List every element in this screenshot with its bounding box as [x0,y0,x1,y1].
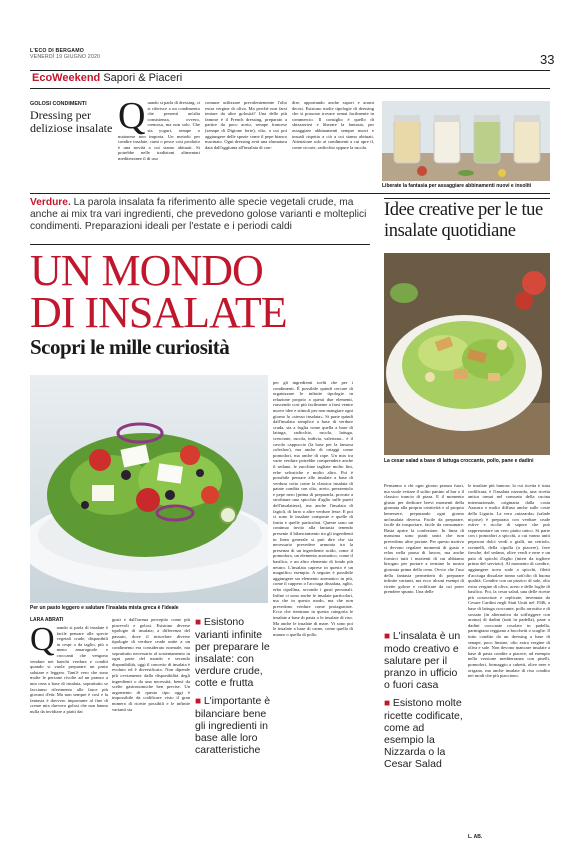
pullquote-marker: ■ [384,631,393,642]
greek-salad-image [30,375,268,603]
drop-cap: Q [118,100,146,137]
main-subtitle: Scopri le mille curiosità [30,335,230,359]
issue-date: VENERDÌ 19 GIUGNO 2020 [30,54,101,60]
article-col-1: Quando si parla di dressing, ci si riferisce a un condimento che presenti un'alta consistenza, ovvero, cremosa, ma non solo. Che sia yogurt, senape o maionese non importa. Un metodo per condire insalate, carni o pesce cosi prodotto è una novità a cui siamo abituati. Si potrebbe nelle tradizioni alimentari mediterranee il di uso [118,100,200,161]
greek-salad-caption: Per un pasto leggero e salutare l'insalata mista greca è l'ideale [30,605,179,611]
jars-caption: Liberate la fantasia per assaggiare abbinamenti nuovi e insoliti [382,183,532,189]
article-separator [30,193,550,194]
side-top-rule [384,198,550,199]
pullquote-b [384,630,464,770]
pullquote-a [195,616,271,756]
pullquote-marker: ■ [384,698,393,709]
intro-standfirst: Verdure. La parola insalata fa riferimento alle specie vegetali crude, ma anche ai mix tra vari ingredienti, che prevedono golose varianti e molteplici condimenti. Preparazioni ideali per l'estate e i periodi caldi [30,197,367,232]
main-title [30,246,370,337]
page-number: 33 [540,52,555,67]
pullquote-a-1: ■ Esistono varianti infinite per preparare le insalate: con verdure crude, cotte e frutta [195,616,270,689]
intro-lead: Verdure. [30,197,71,208]
dressing-jars-image [382,101,550,181]
dressing-jars-photo [382,101,550,181]
brand-section: Sapori & Piaceri [103,72,183,84]
title-line-1: UN MONDO [30,246,263,295]
header-rule [30,88,550,89]
main-col-5: Pensiamo a chi ogni giorno pranza fuori, ma vuole evitare il solito panino al bar o il classico trancio di pizza. E il momento giusto per dedicare brevi momenti della giornata alla propria creatività e al proprio benessere, preparando ogni giorno un'insalata diversa. Facile da preparare, facile da trasportare, facile da consumare. Basta aprire la confezione. In linea di massima sono piatti unici che non prevedono altre portate. Per questo motivo ci devono regalare momenti di gusto e relax nella pausa di lavoro, ma anche fornirci tutti i nutrienti di cui abbiamo bisogno per portare a termine la nostra giornata prima della cena. Ovvio che l'uso della fantasia permetterà di preparare infinite varianti, ma ecco alcuni esempi di ricette golose e codificate da cui poter prendere spunto. Una delle [384,483,464,595]
article-kicker: GOLOSI CONDIMENTI [30,101,87,107]
main-col-1: Quando si parla di insalate è facile pensare alle specie vegetali crude, disponibili in cespi o da taglio, più o meno amarognole e croccanti che vengono vendute nei banchi verdura e conditi quando si vuole preparare un pasto salutare e leggero. Tant'è vero che sono molte le persone rivolte ad un pranzo a una cena a base di insalata, soprattutto se facciamo riferimento alle fasce più giovani d'età. Ma non sempre è così e la fantasia è davvero importante al fine di creare mix davvero golosi che non hanno nulla da invidiare a piatti dai [30,625,108,714]
article-headline: Dressing per deliziose insalate [30,108,113,135]
brand-ecoweekend: EcoWeekend [32,72,101,84]
main-col-6: le insalate più famose, la cui ricetta è stata codificata, è l'insalata nizzarda, una ricetta antica ormai nel consueto della cucina internazionale, originaria dalla costa Azzurra e molto diffusa anche sulle coste della Liguria. La vera «nizzarda» (salade niçoise) è preparata con verdure crude estive e ricche di sapore che può rappresentare un vero piatto unico. Si parte con i pomodori a spicchi, a cui vanno uniti peperoni dolci verdi o gialli, un cetriolo, ravanelli, della cipolla (a piacere), fave fresche, del sedano, olive verdi e nere e un paio di spicchi d'aglio (interi da togliere prima del servizio). Al momento di condire, aggiungere uova sode a spicchi, filetti d'acciuga dissalate tonno sott'olio di buona qualità. Condire con un pizzico di sale, olio extra vergine di oliva, aceto e delle foglie di basilico. Poi, la cesar salad, una delle ricette più conosciute e replicate, inventata da Cesare Cardini negli Stati Uniti nel 1946, a base di lattuga croccante, pollo arrostito e di sossato (in alternativa da soffriggere con aroma) di dadini (tutti in padella), pane a dadini croccante rosolato in padella, parmigiano reggiano a bocchetti o scaglie. Il tutto condito da un dressing a base di senape, poco limone, olio extra vergine di oliva e sale. Non devono mancare insalate a base di pasta condite a piacere, ad esempio nella versione mediterranea con piselli, pomodori, formaggio a cubetti, olive nere e origano, ma anche insalate di riso condito nei modi che più piacciono. [468,483,550,679]
side-headline: Idee creative per le tue insalate quotidiane [384,200,543,241]
caesar-salad-photo [384,253,550,455]
byline: LARA ABRATI [30,617,64,623]
newspaper-name: L'ECO DI BERGAMO [30,48,85,54]
main-col-3: per gli ingredienti scelti che per i condimenti. È possibile quindi cercare di organizzare le infinite tipologie in relazione proprio a questi due elementi, riuscendo così più facilmente a farsi venire nuove idee e stimoli per non mangiare ogni giorno lo «stesso insalata». Si parte quindi dall'insalata semplice a base di verdure cruda, sia a foglia come quella a base di lattuga, radicchio, rucola, lattuga, crescione, rucola, indivia, valeriana... è il cavolo cappuccio (la base per la famosa coleslaw), ma anche di ortaggi come pomodori, ma anche di rape. Un mix tra varie verdure potrebbe comprendere anche il sedano, le zucchine tagliate molto fini, erbe selvatiche e molto altro. Poi è possibile pensare alle insalate a base di verdura cotta come la classica insalata di patate condita con olio, aceto, prezzemolo e pepe nero (prima di prepararla, provate a strofinare uno spicchio d'aglio sulle pareti dell'insalatiera), ma anche l'insalata di fagioli, di farro o altre verdure lesse. E poi ci sono le insalate composte e quelle di frutta e quelle particolari. Queste sono un continuo invito alla fantasia tenendo presente il bilanciamento tra gli ingredienti in linea generale si può dire che sia necessario prevedere armonia tra la presenza di un ingrediente acido, come il pomodoro, un elemento aromatico, come il basilico, e un altro elemento di fondo più neutro. L'insalata caprese in questo è un magnifico esempio. A seguire è possibile aggiungere un elemento aromatico in più, come il cappero o l'acciuga dissalata, aglio, erba cipollina, secondo i gusti personali. Infine ci sono anche le insalate particolari, ma che in questo modo, ma che non prevedono verdure come protagoniste. Ecco che rientrano in questa categoria le insalate a base di pasta o le insalate di riso. Ma anche le insalate di mare. Vi sono poi le insalate a base di carne, come quella di manzo o quella di pollo. [273,380,353,637]
caesar-salad-caption: La cesar salad a base di lattuga croccante, pollo, pane e dadini [384,458,534,464]
greek-salad-photo [30,375,268,603]
main-col-4-text: A seguire è possibile aggiungere un elemento aromatico in più, come il cappero o l'acciuga dissalata, aglio, erba cipollina, secondo i gusti personali. Infine ci sono anche le insalate particolari, ma che in questo modo, ma che non prevedono verdure come protagoniste. Ecco che rientrano in questa categoria le insalate a base di pasta o le insalate di riso. Ma anche le insalate di mare. Vi sono poi le insalate a base di carne, come quella di manzo o quella di pollo. [273,570,353,637]
signoff: L. AB. [468,834,483,840]
masthead [30,48,150,60]
intro-rule [30,244,370,245]
main-col-2: gusti e dall'aroma percepito come più piacevoli e golosi. Esistono diverse tipologie di insalata; a differenza del passato, dove il miscelare diverse tipologie di verdure crude unite a un condimento era considerato normale, ma soprattutto necessario al sostentamento in ogni parte del mondo e secondo disponibilità, oggi il concetto di insalata è evoluto ed è diversificato. Non dipende più ovviamente dalla disponibilità degli ingredienti o da una necessità, bensì da scelte gastronomiche ben precise. Un argomento di questo tipo oggi è impossibile da codificare visto il gran numero di ricette possibili e le infinite varianti sia [112,617,190,712]
title-line-2: DI INSALATE [30,288,287,337]
section-brand [32,72,182,84]
pullquote-a-2: ■ L'importante è bilanciare bene gli ingredienti in base alle loro caratteristiche [195,695,271,756]
pullquote-b-1: ■ L'insalata è un modo creativo e salutare per il pranzo in ufficio o fuori casa [384,630,461,691]
article-col-3: dire, apportando anche sapori e aromi decisi. Esistono molte tipologie di dressing che si possono trovare ormai facilmente in commercio. Il consiglio è quello di sbizzarrirsi e liberare la fantasia, per assaggiare abbinamenti sempre nuovi e insuali rispetto a ciò a cui siamo abituati. Attenzione solo ai condimenti a cui apre il, come cicorie, radicchio oppure la rucola. [292,100,374,150]
pullquote-b-2: ■ Esistono molte ricette codificate, come ad esempio la Nizzarda o la Cesar Salad [384,697,463,770]
pullquote-marker: ■ [195,696,204,707]
main-drop-cap: Q [30,625,55,658]
article-col-2: comune utilizzare prevalentemente l'olio extra vergine di oliva. Ma perché non farsi tentare da altre golosità? Una delle più famose è il French dressing, preparato a partire da poco aceto, senape francese (senape di Digione forte), olio, a cui poi aggiungere delle spezie come il pepe bianco macinato. Ogni dressing avrà una sfumatura data dall'aggiunta all'insalata di con- [205,100,287,150]
caesar-salad-image [384,253,550,455]
pullquote-marker: ■ [195,617,204,628]
